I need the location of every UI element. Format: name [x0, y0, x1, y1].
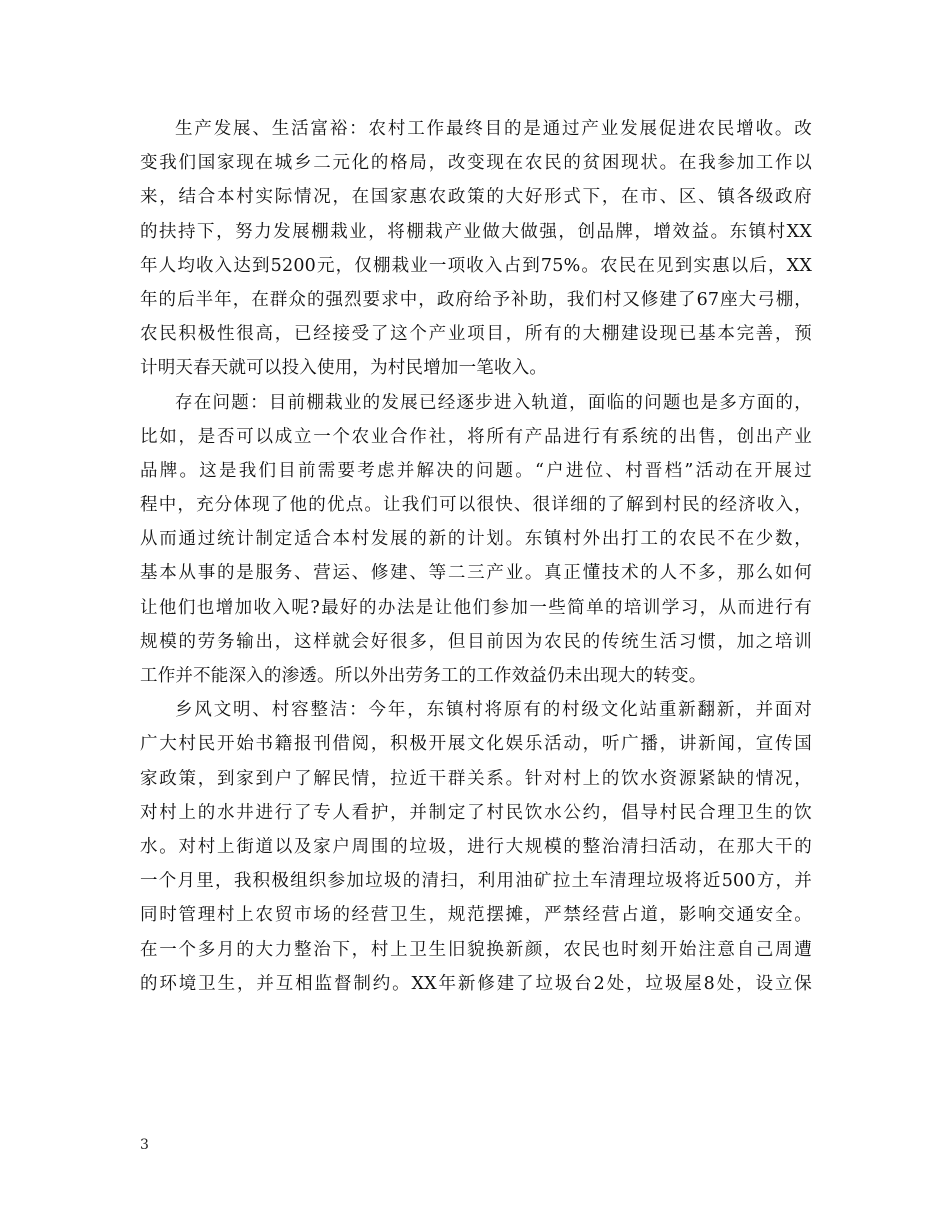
paragraph-2-line-3: 品牌。这是我们目前需要考虑并解决的问题。“户进位、村晋档”活动在开展过 — [140, 460, 812, 481]
paragraph-2-line-8: 规模的劳务输出，这样就会好很多，但目前因为农民的传统生活习惯，加之培训 — [140, 631, 812, 652]
paragraph-2-line-2: 比如，是否可以成立一个农业合作社，将所有产品进行有系统的出售，创出产业 — [140, 426, 812, 447]
paragraph-2-line-4: 程中，充分体现了他的优点。让我们可以很快、很详细的了解到村民的经济收入， — [140, 495, 812, 516]
paragraph-1-line-4: 的扶持下，努力发展棚栽业，将棚栽产业做大做强，创品牌，增效益。东镇村XX — [140, 221, 812, 242]
paragraph-2-line-5: 从而通过统计制定适合本村发展的新的计划。东镇村外出打工的农民不在少数， — [140, 529, 812, 550]
paragraph-2-line-7: 让他们也增加收入呢?最好的办法是让他们参加一些简单的培训学习，从而进行有 — [140, 597, 812, 618]
paragraph-3-line-4: 对村上的水井进行了专人看护，并制定了村民饮水公约，倡导村民合理卫生的饮 — [140, 802, 812, 823]
paragraph-3-line-5: 水。对村上街道以及家户周围的垃圾，进行大规模的整治清扫活动，在那大干的 — [140, 836, 812, 857]
paragraph-3-line-9: 的环境卫生，并互相监督制约。XX年新修建了垃圾台2处，垃圾屋8处，设立保 — [140, 973, 812, 994]
page-number: 3 — [140, 1137, 149, 1153]
paragraph-1-line-3: 来，结合本村实际情况，在国家惠农政策的大好形式下，在市、区、镇各级政府 — [140, 187, 812, 208]
paragraph-1-line-1: 生产发展、生活富裕：农村工作最终目的是通过产业发展促进农民增收。改 — [175, 119, 812, 139]
paragraph-1-line-8: 计明天春天就可以投入使用，为村民增加一笔收入。 — [140, 358, 548, 379]
paragraph-3-line-2: 广大村民开始书籍报刊借阅，积极开展文化娱乐活动，听广播，讲新闻，宣传国 — [140, 734, 812, 755]
paragraph-3-line-6: 一个月里，我积极组织参加垃圾的清扫，利用油矿拉土车清理垃圾将近500方，并 — [140, 871, 812, 892]
paragraph-3-line-7: 同时管理村上农贸市场的经营卫生，规范摆摊，严禁经营占道，影响交通安全。 — [140, 905, 812, 926]
paragraph-1-line-6: 年的后半年，在群众的强烈要求中，政府给予补助，我们村又修建了67座大弓棚， — [140, 289, 812, 310]
paragraph-1-line-5: 年人均收入达到5200元，仅棚栽业一项收入占到75%。农民在见到实惠以后，XX — [140, 255, 812, 276]
body-text — [140, 112, 812, 1001]
paragraph-3-line-3: 家政策，到家到户了解民情，拉近干群关系。针对村上的饮水资源紧缺的情况， — [140, 768, 812, 789]
paragraph-2-line-9: 工作并不能深入的渗透。所以外出劳务工的工作效益仍未出现大的转变。 — [140, 666, 707, 686]
paragraph-2-line-1: 存在问题：目前棚栽业的发展已经逐步进入轨道，面临的问题也是多方面的， — [175, 392, 812, 413]
paragraph-2-line-6: 基本从事的是服务、营运、修建、等二三产业。真正懂技术的人不多，那么如何 — [140, 563, 812, 584]
paragraph-1-line-2: 变我们国家现在城乡二元化的格局，改变现在农民的贫困现状。在我参加工作以 — [140, 153, 812, 174]
paragraph-1-line-7: 农民积极性很高，已经接受了这个产业项目，所有的大棚建设现已基本完善，预 — [140, 324, 812, 345]
paragraph-3-line-1: 乡风文明、村容整洁：今年，东镇村将原有的村级文化站重新翻新，并面对 — [175, 700, 812, 721]
paragraph-3-line-8: 在一个多月的大力整治下，村上卫生旧貌换新颜，农民也时刻开始注意自己周遭 — [140, 939, 812, 960]
